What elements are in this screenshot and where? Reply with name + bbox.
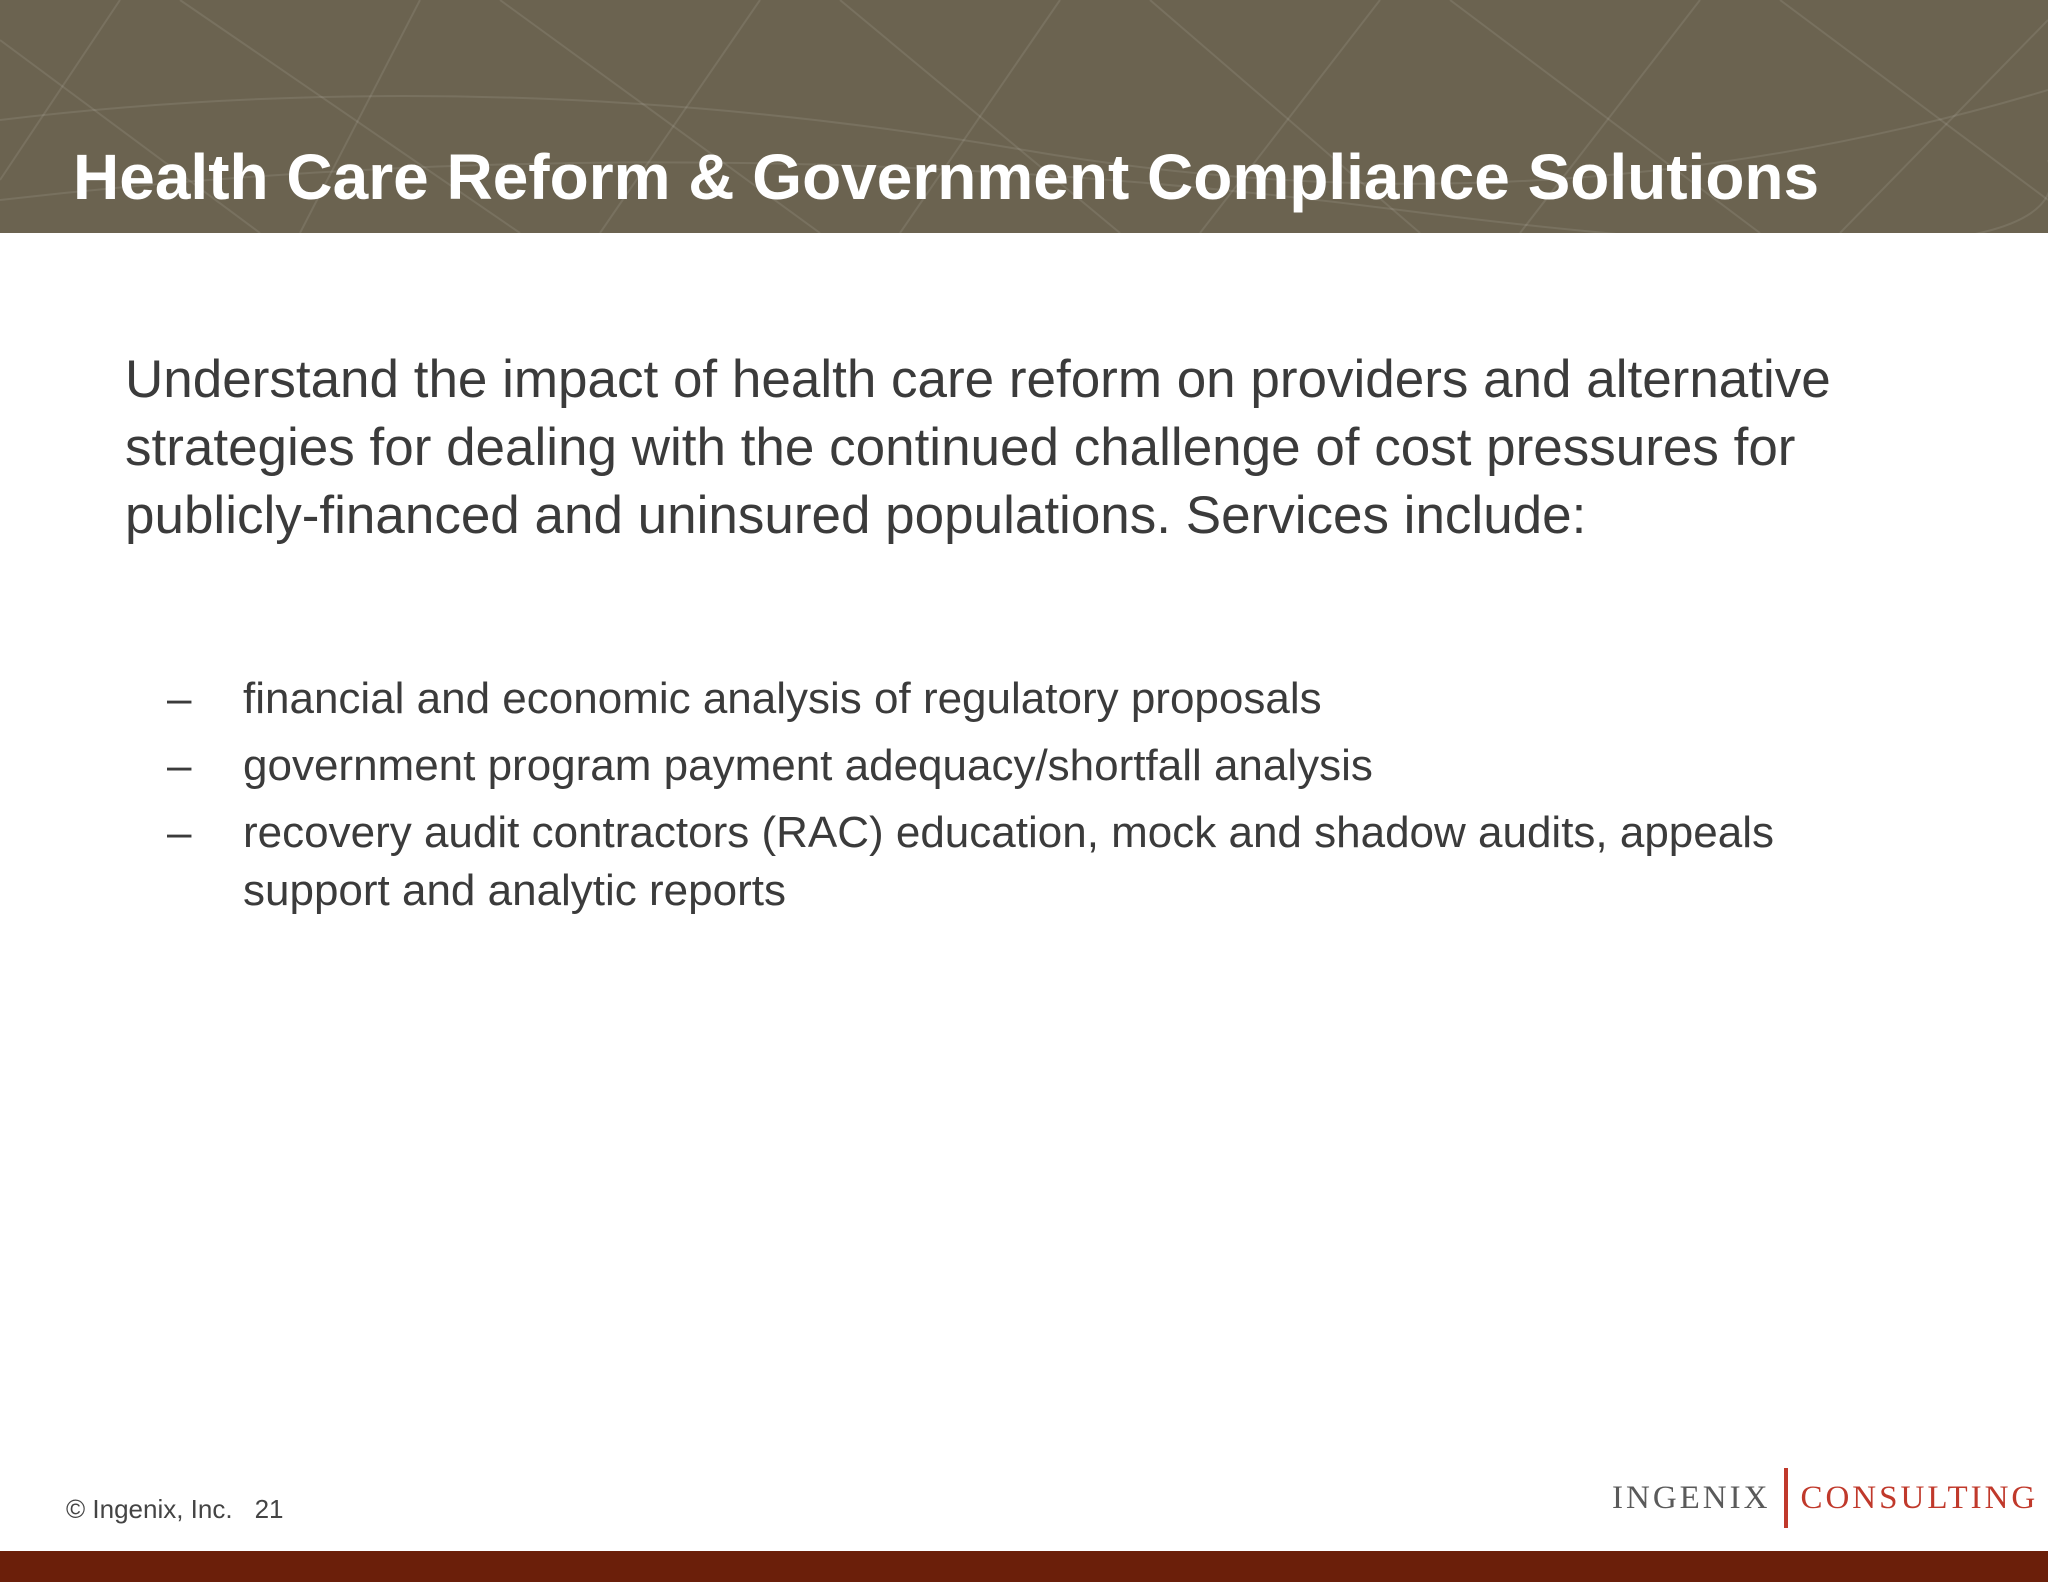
logo-wordmark-consulting: CONSULTING [1800,1479,2039,1516]
intro-paragraph: Understand the impact of health care reform on providers and alternative strategies for dealing with the continued challenge of cost pressures for publicly-financed and uninsured populations. Services include: [125,350,1831,545]
services-list [125,670,1925,929]
footer-copyright [66,1494,284,1525]
bullet-dash: – [167,741,192,790]
list-item-text: government program payment adequacy/shortfall analysis [243,741,1373,790]
list-item-text: financial and economic analysis of regulatory proposals [243,674,1322,723]
copyright-text: © Ingenix, Inc. [66,1494,233,1524]
list-item [125,804,1925,920]
bullet-dash: – [167,674,192,723]
title-banner [0,0,2048,233]
bullet-dash: – [167,808,192,857]
logo-divider [1784,1468,1788,1528]
page-number: 21 [254,1494,284,1524]
list-item-text: recovery audit contractors (RAC) education, mock and shadow audits, appeals support and analytic reports [243,808,1774,915]
company-logo [1612,1466,2038,1530]
slide-title: Health Care Reform & Government Compliance Solutions [73,141,1820,213]
list-item [125,670,1925,728]
bottom-accent-bar [0,1551,2048,1582]
list-item [125,737,1925,795]
logo-wordmark-ingenix: INGENIX [1612,1479,1771,1516]
